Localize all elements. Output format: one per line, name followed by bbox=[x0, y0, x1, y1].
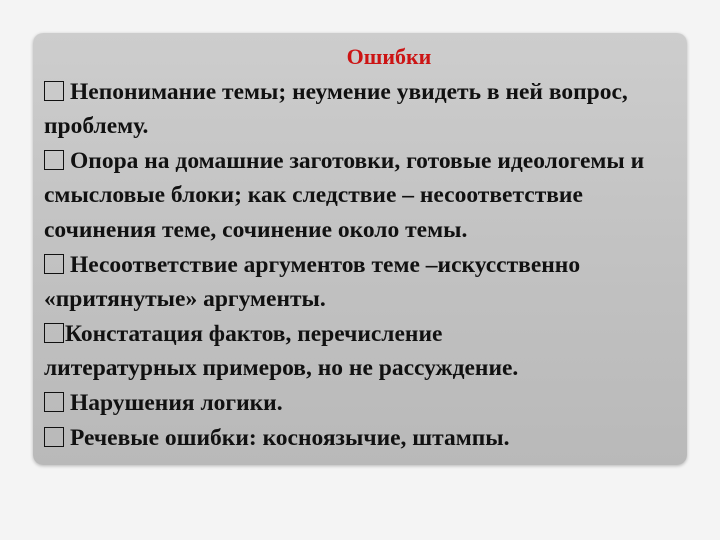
list-item-text: Несоответствие аргументов теме –искусственно «притянутые» аргументы. bbox=[44, 251, 581, 313]
checkbox-square-icon bbox=[44, 427, 64, 447]
list-item-text: Констатация фактов, перечисление литературных примеров, но не рассуждение. bbox=[44, 320, 519, 382]
slide-content bbox=[44, 40, 694, 455]
checkbox-square-icon bbox=[44, 150, 64, 170]
list-item-text: Опора на домашние заготовки, готовые идеологемы и смысловые блоки; как следствие – несоответствие сочинения теме, сочинение около темы. bbox=[44, 147, 645, 243]
list-item bbox=[44, 75, 694, 144]
list-item bbox=[44, 421, 694, 456]
list-item-text: Непонимание темы; неумение увидеть в ней вопрос, проблему. bbox=[44, 78, 628, 140]
list-item bbox=[44, 386, 694, 421]
list-item bbox=[44, 144, 694, 248]
slide-title: Ошибки bbox=[346, 44, 432, 69]
list-item-text: Речевые ошибки: косноязычие, штампы. bbox=[70, 424, 510, 451]
checkbox-square-icon bbox=[44, 254, 64, 274]
checkbox-square-icon bbox=[44, 81, 64, 101]
list-item bbox=[44, 317, 544, 386]
list-item bbox=[44, 248, 694, 317]
checkbox-square-icon bbox=[44, 392, 64, 412]
list-item-text: Нарушения логики. bbox=[70, 389, 283, 416]
checkbox-square-icon bbox=[44, 323, 64, 343]
